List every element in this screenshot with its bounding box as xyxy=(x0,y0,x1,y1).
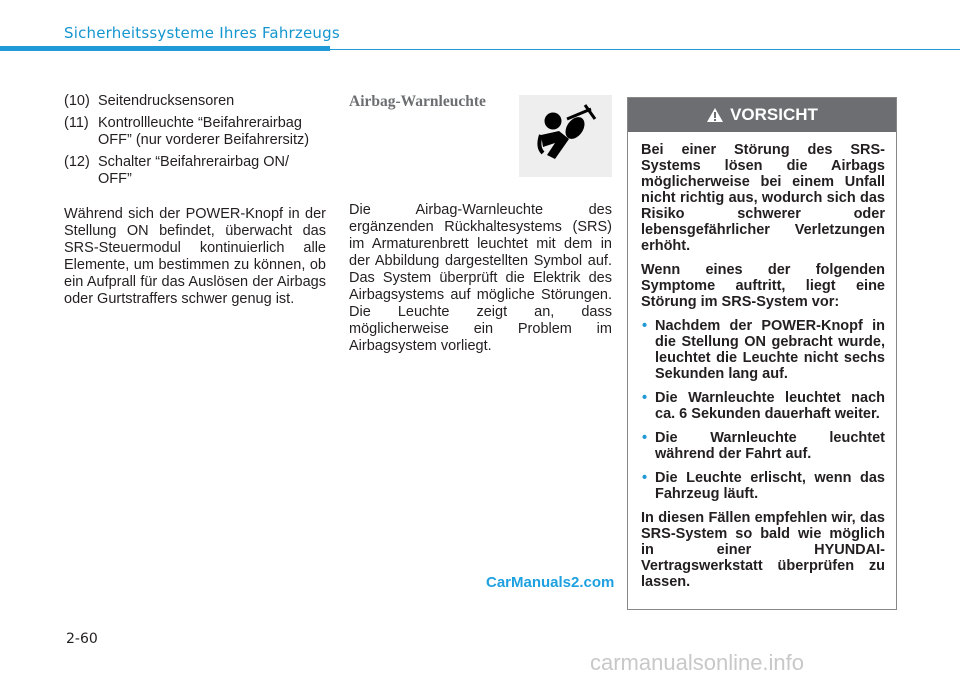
header-bar xyxy=(0,46,330,51)
watermark-bottom[interactable]: carmanualsonline.info xyxy=(590,650,805,675)
list-item xyxy=(64,115,326,149)
caution-body xyxy=(628,132,896,590)
page-number: 2-60 xyxy=(66,631,98,647)
bullet-dot-icon: • xyxy=(642,430,648,446)
caution-header xyxy=(628,98,896,132)
watermark-top[interactable]: CarManuals2.com xyxy=(486,574,615,591)
header-line xyxy=(330,49,960,50)
list-item xyxy=(64,154,326,188)
bullet-text: Die Warnleuchte leuchtet nach ca. 6 Sekunden dauerhaft weiter. xyxy=(655,390,885,422)
bullet-text: Die Leuchte erlischt, wenn das Fahrzeug läuft. xyxy=(655,470,885,502)
warning-triangle-icon xyxy=(706,107,724,123)
caution-lead: Wenn eines der folgenden Symptome auftritt, liegt eine Störung im SRS-System vor: xyxy=(641,262,885,310)
caution-bullet xyxy=(641,430,885,462)
caution-heading: VORSICHT xyxy=(730,105,818,124)
bullet-dot-icon: • xyxy=(642,470,648,486)
list-text: Schalter “Beifahrerairbag ON/ OFF” xyxy=(98,154,289,187)
header-title: Sicherheitssysteme Ihres Fahrzeugs xyxy=(64,24,340,42)
body-paragraph: Während sich der POWER-Knopf in der Stellung ON befindet, überwacht das SRS-Steuermodul kontinuierlich alle Elemente, um bestimmen zu können, ob ein Aufprall für das Auslösen der Airbags oder Gurtstraffers schwer genug ist. xyxy=(64,206,326,307)
caution-bullet xyxy=(641,318,885,382)
left-column xyxy=(64,93,326,308)
middle-column xyxy=(349,93,612,354)
bullet-text: Nachdem der POWER-Knopf in die Stellung ON gebracht wurde, leuchtet die Leuchte nicht sechs Sekunden lang auf. xyxy=(655,318,885,382)
bullet-text: Die Warnleuchte leuchtet während der Fahrt auf. xyxy=(655,430,885,462)
body-paragraph: Die Airbag-Warnleuchte des ergänzenden Rückhaltesystems (SRS) im Armaturenbrett leuchtet mit dem in der Abbildung dargestellten Symbol auf. Das System überprüft die Elektrik des Airbagsystems auf mögliche Störungen. Die Leuchte zeigt an, dass möglicherweise ein Problem im Airbagsystem vorliegt. xyxy=(349,202,612,354)
bullet-dot-icon: • xyxy=(642,390,648,406)
caution-intro: Bei einer Störung des SRS-Systems lösen die Airbags möglicherweise bei einem Unfall nicht richtig aus, wodurch sich das Risiko schwerer oder lebensgefährlicher Verletzungen erhöht. xyxy=(641,142,885,254)
caution-closing: In diesen Fällen empfehlen wir, das SRS-System so bald wie möglich in einer HYUNDAI-Vertragswerkstatt überprüfen zu lassen. xyxy=(641,510,885,590)
list-item xyxy=(64,93,326,110)
list-number: (11) xyxy=(64,115,89,131)
bullet-dot-icon: • xyxy=(642,318,648,334)
list-number: (12) xyxy=(64,154,90,170)
list-text: Kontrollleuchte “Beifahrerairbag OFF” (nur vorderer Beifahrersitz) xyxy=(98,115,310,148)
caution-bullet xyxy=(641,390,885,422)
list-text: Seitendrucksensoren xyxy=(98,93,235,109)
airbag-warning-icon xyxy=(519,95,612,177)
caution-box xyxy=(627,97,897,610)
list-number: (10) xyxy=(64,93,90,109)
section-title: Airbag-Warnleuchte xyxy=(349,93,486,110)
caution-bullet xyxy=(641,470,885,502)
